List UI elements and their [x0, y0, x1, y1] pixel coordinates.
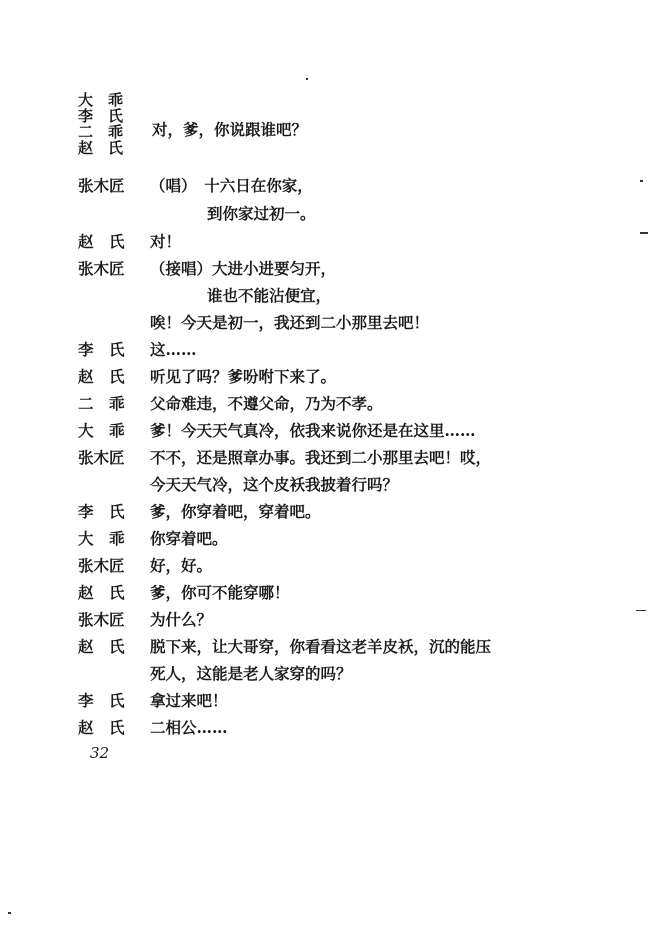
- speaker-name: 赵 氏: [78, 583, 125, 602]
- dialogue-line: 脱下来，让大哥穿，你看看这老羊皮袄，沉的能压: [150, 637, 492, 656]
- speaker-name: 赵 氏: [78, 637, 125, 656]
- dialogue-line: 谁也不能沾便宜，: [207, 286, 332, 305]
- speaker-name: 赵 氏: [78, 139, 124, 157]
- scan-speck: [306, 78, 308, 80]
- speaker-name: 李 氏: [78, 502, 125, 521]
- dialogue-line: 唉！今天是初一，我还到二小那里去吧！: [150, 313, 430, 332]
- dialogue-line: 爹！今天天气真冷，依我来说你还是在这里……: [150, 421, 476, 440]
- speaker-name: 李 氏: [78, 340, 125, 359]
- dialogue-line: （接唱）大进小进要匀开，: [150, 259, 337, 278]
- dialogue-line: 今天天气冷，这个皮袄我披着行吗？: [150, 475, 399, 494]
- dialogue-line: 这……: [150, 340, 197, 359]
- dialogue-line: 对，爹，你说跟谁吧？: [152, 120, 308, 139]
- speaker-name: 二 乖: [78, 394, 125, 413]
- speaker-name: 赵 氏: [78, 232, 125, 251]
- speaker-name: 李 氏: [78, 107, 124, 125]
- speaker-name: 张木匠: [78, 556, 125, 575]
- dialogue-line: 你穿着吧。: [150, 529, 228, 548]
- speaker-name: 李 氏: [78, 691, 125, 710]
- dialogue-line: 听见了吗？爹吩咐下来了。: [150, 367, 337, 386]
- dialogue-line: 为什么？: [150, 610, 213, 629]
- speaker-name: 大 乖: [78, 421, 125, 440]
- speaker-name: 二 乖: [78, 123, 124, 141]
- speaker-name: 赵 氏: [78, 718, 125, 737]
- dialogue-line: 二相公……: [150, 718, 228, 737]
- speaker-name: 大 乖: [78, 529, 125, 548]
- scan-speck: [640, 232, 648, 234]
- speaker-group: [78, 92, 138, 156]
- dialogue-line: 爹，你穿着吧，穿着吧。: [150, 502, 321, 521]
- dialogue-line: 死人，这能是老人家穿的吗？: [150, 664, 352, 683]
- dialogue-line: 对！: [150, 232, 182, 251]
- dialogue-line: （唱） 十六日在你家，: [150, 176, 313, 195]
- speaker-name: 大 乖: [78, 91, 124, 109]
- scan-speck: [8, 912, 11, 914]
- scan-speck: [636, 610, 646, 611]
- dialogue-line: 好，好。: [150, 556, 213, 575]
- speaker-name: 赵 氏: [78, 367, 125, 386]
- speaker-name: 张木匠: [78, 176, 125, 195]
- speaker-name: 张木匠: [78, 610, 125, 629]
- dialogue-line: 拿过来吧！: [150, 691, 228, 710]
- speaker-name: 张木匠: [78, 448, 125, 467]
- dialogue-line: 不不，还是照章办事。我还到二小那里去吧！哎，: [150, 448, 492, 467]
- page-number: 32: [90, 744, 110, 762]
- dialogue-line: 爹，你可不能穿哪！: [150, 583, 290, 602]
- scan-speck: [640, 180, 643, 182]
- dialogue-line: 到你家过初一。: [207, 204, 316, 223]
- speaker-name: 张木匠: [78, 259, 125, 278]
- dialogue-line: 父命难违，不遵父命，乃为不孝。: [150, 394, 383, 413]
